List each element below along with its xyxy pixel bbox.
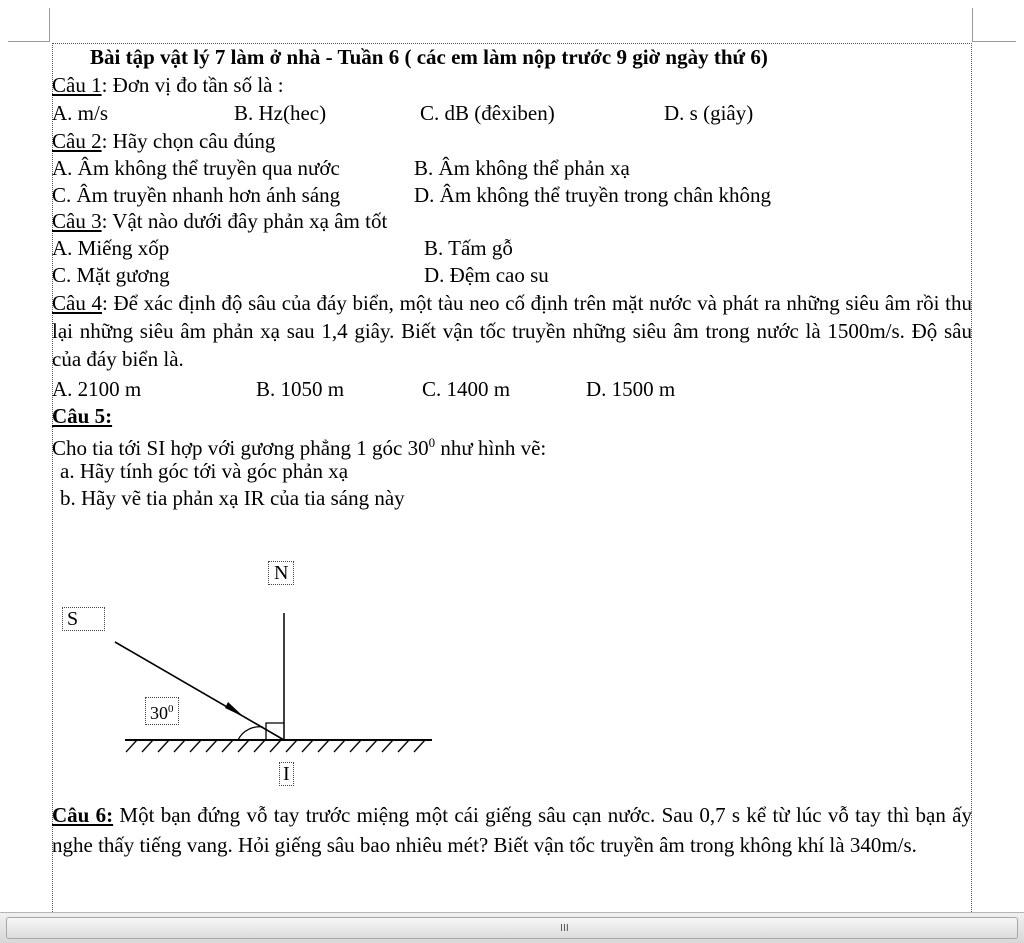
- question-label: Câu 1: [52, 73, 102, 97]
- question-text-end: như hình vẽ:: [435, 436, 547, 460]
- question-label: Câu 2: [52, 129, 102, 153]
- option: B. Hz(hec): [234, 101, 327, 125]
- angle-degree: 0: [168, 703, 174, 715]
- angle-label: [145, 697, 179, 725]
- question-label: Câu 6:: [52, 803, 114, 827]
- question-label: Câu 3: [52, 209, 102, 233]
- document-title: Bài tập vật lý 7 làm ở nhà - Tuần 6 ( các em làm nộp trước 9 giờ ngày thứ 6): [90, 45, 768, 69]
- degree-superscript: 0: [428, 435, 436, 450]
- question-text: : Để xác định độ sâu của đáy biển, một tàu neo cố định trên mặt nước và phát ra những siêu âm rồi thu lại những siêu âm phản xạ sau 1,4 giây. Biết vận tốc truyền những siêu âm trong nước là 1500m/s. Độ sâu của đáy biển là.: [52, 291, 973, 371]
- question-6: [52, 800, 972, 860]
- scrollbar-thumb[interactable]: [6, 917, 1018, 939]
- horizontal-scrollbar[interactable]: [0, 912, 1024, 943]
- option: D. Đệm cao su: [424, 263, 549, 287]
- option: D. s (giây): [664, 101, 754, 125]
- question-5-part-a: a. Hãy tính góc tới và góc phản xạ: [60, 459, 349, 483]
- option: D. Âm không thể truyền trong chân không: [414, 183, 771, 207]
- question-text: : Đơn vị đo tần số là :: [101, 73, 284, 97]
- question-label: Câu 5:: [52, 404, 113, 428]
- option: C. Âm truyền nhanh hơn ánh sáng: [52, 183, 341, 207]
- question-label: Câu 4: [52, 291, 102, 315]
- source-label: S: [62, 607, 105, 631]
- mirror-hatching: [126, 740, 425, 752]
- question-5-part-b: b. Hãy vẽ tia phản xạ IR của tia sáng này: [60, 486, 405, 510]
- scrollbar-grip-icon: III: [560, 923, 569, 934]
- option: B. 1050 m: [256, 377, 345, 401]
- question-text: : Hãy chọn câu đúng: [101, 129, 276, 153]
- incident-ray: [115, 642, 284, 740]
- option: C. dB (đêxiben): [420, 101, 555, 125]
- incidence-point-label: I: [279, 762, 294, 786]
- angle-arc: [238, 727, 263, 740]
- option: A. 2100 m: [52, 377, 142, 401]
- question-text: : Vật nào dưới đây phản xạ âm tốt: [101, 209, 388, 233]
- option: C. Mặt gương: [52, 263, 170, 287]
- angle-value: 30: [150, 703, 168, 723]
- option: D. 1500 m: [586, 377, 676, 401]
- option: C. 1400 m: [422, 377, 511, 401]
- question-text: Cho tia tới SI hợp với gương phẳng 1 góc 30: [52, 436, 429, 460]
- option: B. Tấm gỗ: [424, 236, 513, 260]
- option: B. Âm không thể phản xạ: [414, 156, 630, 180]
- question-text: Một bạn đứng vỗ tay trước miệng một cái giếng sâu cạn nước. Sau 0,7 s kể từ lúc vỗ tay thì bạn ấy nghe thấy tiếng vang. Hỏi giếng sâu bao nhiêu mét? Biết vận tốc truyền âm trong không khí là 340m/s.: [52, 803, 972, 857]
- ray-arrowhead: [225, 702, 244, 717]
- normal-label: N: [268, 561, 294, 585]
- option: A. Miếng xốp: [52, 236, 170, 260]
- option: A. Âm không thể truyền qua nước: [52, 156, 340, 180]
- option: A. m/s: [52, 101, 109, 125]
